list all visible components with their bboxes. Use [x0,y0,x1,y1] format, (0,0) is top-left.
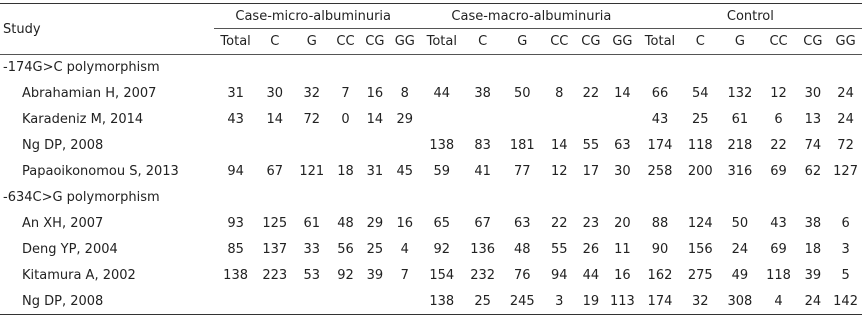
cell-value: 118 [687,138,713,153]
cell-value [214,289,256,315]
section-row [0,55,862,81]
study-name: Papaoikonomou S, 2013 [22,164,179,179]
subcolumn-header: GG [390,29,421,55]
cell-value: 138 [429,293,455,309]
cell-value: 38 [474,86,491,101]
subcolumn-header: CC [761,29,797,55]
cell-value: 24 [731,242,749,257]
cell-value: 275 [687,268,713,283]
table-row [0,159,862,185]
cell-value: 49 [731,268,749,283]
cell-value: 24 [837,86,854,101]
cell-value: 48 [337,216,354,231]
cell-value: 16 [396,216,414,231]
subcolumn-header: C [681,29,719,55]
cell-value: 138 [429,138,455,153]
cell-value: 14 [614,86,631,101]
subcolumn-header: CG [797,29,830,55]
cell-value: 26 [582,242,600,257]
header-group-row [0,4,862,29]
cell-value: 125 [262,216,288,231]
subcolumn-header: CG [576,29,606,55]
cell-value: 12 [770,86,787,101]
cell-value: 3 [841,242,850,257]
subcolumn-header: GG [829,29,862,55]
table-row [0,237,862,263]
cell-value: 113 [610,293,635,309]
cell-value: 61 [303,216,321,231]
cell-value: 77 [514,164,531,179]
cell-value: 33 [303,242,321,257]
cell-value: 53 [303,268,321,283]
subcolumn-header: CC [331,29,360,55]
cell-value: 11 [614,242,631,257]
cell-value: 67 [474,216,491,231]
cell-value: 54 [691,86,709,101]
cell-value: 22 [770,138,787,153]
study-name: Ng DP, 2008 [22,293,104,309]
cell-value [420,107,464,133]
table-row [0,263,862,289]
cell-value: 154 [429,268,455,283]
cell-value: 72 [303,112,321,127]
cell-value: 121 [299,164,325,179]
cell-value: 88 [651,216,669,231]
cell-value: 39 [804,268,822,283]
section-title: -174G>C polymorphism [3,60,160,76]
group-header: Case-micro-albuminuria [214,4,420,29]
cell-value: 127 [833,164,858,179]
cell-value: 3 [555,293,564,309]
cell-value: 55 [582,138,600,153]
subcolumn-header: G [719,29,760,55]
study-name: Kitamura A, 2002 [22,268,136,283]
cell-value: 8 [555,86,564,101]
subcolumn-header: CG [360,29,389,55]
cell-value: 124 [687,216,713,231]
cell-value: 232 [470,268,496,283]
cell-value: 92 [337,268,354,283]
cell-value: 23 [582,216,600,231]
cell-value: 16 [614,268,631,283]
cell-value: 223 [262,268,288,283]
cell-value: 7 [400,268,409,283]
cell-value: 17 [582,164,600,179]
cell-value: 56 [337,242,354,257]
cell-value [293,133,331,159]
cell-value: 31 [227,86,244,101]
cell-value: 136 [470,242,496,257]
cell-value: 83 [474,138,491,153]
table-row [0,133,862,159]
cell-value: 48 [514,242,531,257]
cell-value [331,133,360,159]
cell-value: 30 [804,86,822,101]
cell-value: 24 [804,293,822,309]
cell-value: 13 [804,112,822,127]
cell-value [257,133,293,159]
study-name: Ng DP, 2008 [22,138,104,153]
cell-value: 69 [770,242,787,257]
cell-value [390,289,421,315]
cell-value: 25 [474,293,491,309]
cell-value: 132 [727,86,753,101]
cell-value: 29 [366,216,384,231]
cell-value: 137 [262,242,288,257]
cell-value: 69 [770,164,787,179]
cell-value: 29 [396,112,414,127]
cell-value [360,289,389,315]
study-name: Karadeniz M, 2014 [22,112,144,127]
cell-value: 25 [366,242,384,257]
subcolumn-header: GG [606,29,639,55]
cell-value: 8 [400,86,409,101]
cell-value: 174 [647,138,673,153]
subcolumn-header: Total [214,29,256,55]
cell-value [464,107,502,133]
subcolumn-header: G [502,29,543,55]
cell-value: 72 [837,138,854,153]
cell-value: 181 [509,138,535,153]
cell-value: 24 [837,112,854,127]
cell-value: 39 [366,268,384,283]
cell-value: 14 [266,112,284,127]
cell-value [214,133,256,159]
cell-value: 38 [804,216,822,231]
subcolumn-header: Total [639,29,681,55]
cell-value: 22 [551,216,568,231]
cell-value: 43 [651,112,669,127]
cell-value: 218 [727,138,753,153]
cell-value: 18 [804,242,822,257]
cell-value: 92 [433,242,451,257]
cell-value: 65 [433,216,451,231]
cell-value: 30 [266,86,284,101]
cell-value: 12 [551,164,568,179]
table-row [0,107,862,133]
cell-value: 45 [396,164,414,179]
cell-value: 142 [833,293,858,309]
cell-value: 41 [474,164,491,179]
cell-value: 138 [223,268,248,283]
genotype-table [0,3,862,315]
cell-value: 93 [227,216,244,231]
cell-value: 44 [582,268,600,283]
subcolumn-header: C [257,29,293,55]
study-name: Deng YP, 2004 [22,242,118,257]
table-row [0,81,862,107]
cell-value: 18 [337,164,354,179]
cell-value: 258 [647,164,673,179]
cell-value: 14 [551,138,568,153]
cell-value: 316 [727,164,753,179]
cell-value: 55 [551,242,568,257]
cell-value: 32 [303,86,321,101]
cell-value: 200 [687,164,713,179]
cell-value [257,289,293,315]
study-name: An XH, 2007 [22,216,104,231]
cell-value: 59 [433,164,451,179]
cell-value: 90 [651,242,669,257]
cell-value: 245 [509,293,535,309]
cell-value: 63 [514,216,531,231]
cell-value: 4 [774,293,783,309]
cell-value: 5 [841,268,850,283]
cell-value: 94 [227,164,244,179]
cell-value: 14 [366,112,384,127]
section-row [0,185,862,211]
cell-value: 0 [341,112,350,127]
section-title: -634C>G polymorphism [3,190,160,205]
group-header: Control [639,4,862,29]
cell-value [293,289,331,315]
cell-value: 67 [266,164,284,179]
cell-value: 25 [691,112,709,127]
cell-value: 22 [582,86,600,101]
cell-value: 66 [651,86,669,101]
cell-value: 44 [433,86,451,101]
cell-value: 19 [582,293,600,309]
cell-value: 30 [614,164,631,179]
cell-value: 32 [691,293,709,309]
cell-value: 63 [614,138,631,153]
subcolumn-header: G [293,29,331,55]
cell-value: 43 [770,216,787,231]
cell-value [390,133,421,159]
cell-value: 174 [647,293,673,309]
subcolumn-header: Total [420,29,464,55]
cell-value [502,107,543,133]
cell-value: 162 [647,268,673,283]
cell-value: 118 [766,268,791,283]
cell-value: 94 [551,268,568,283]
cell-value [360,133,389,159]
cell-value [606,107,639,133]
table-row [0,289,862,315]
cell-value: 7 [341,86,350,101]
study-column-header: Study [0,4,214,55]
subcolumn-header: C [464,29,502,55]
subcolumn-header: CC [543,29,576,55]
cell-value: 156 [687,242,713,257]
cell-value: 85 [227,242,244,257]
cell-value: 4 [400,242,409,257]
cell-value: 62 [804,164,822,179]
group-header: Case-macro-albuminuria [420,4,639,29]
table-row [0,211,862,237]
cell-value: 31 [366,164,384,179]
cell-value: 16 [366,86,384,101]
cell-value: 43 [227,112,244,127]
cell-value: 308 [727,293,753,309]
cell-value: 74 [804,138,822,153]
cell-value: 76 [514,268,531,283]
cell-value: 50 [514,86,531,101]
cell-value: 61 [731,112,749,127]
cell-value [576,107,606,133]
cell-value: 6 [841,216,850,231]
cell-value: 20 [614,216,631,231]
cell-value: 50 [731,216,749,231]
cell-value: 6 [774,112,783,127]
study-name: Abrahamian H, 2007 [22,86,157,101]
cell-value [543,107,576,133]
cell-value [331,289,360,315]
